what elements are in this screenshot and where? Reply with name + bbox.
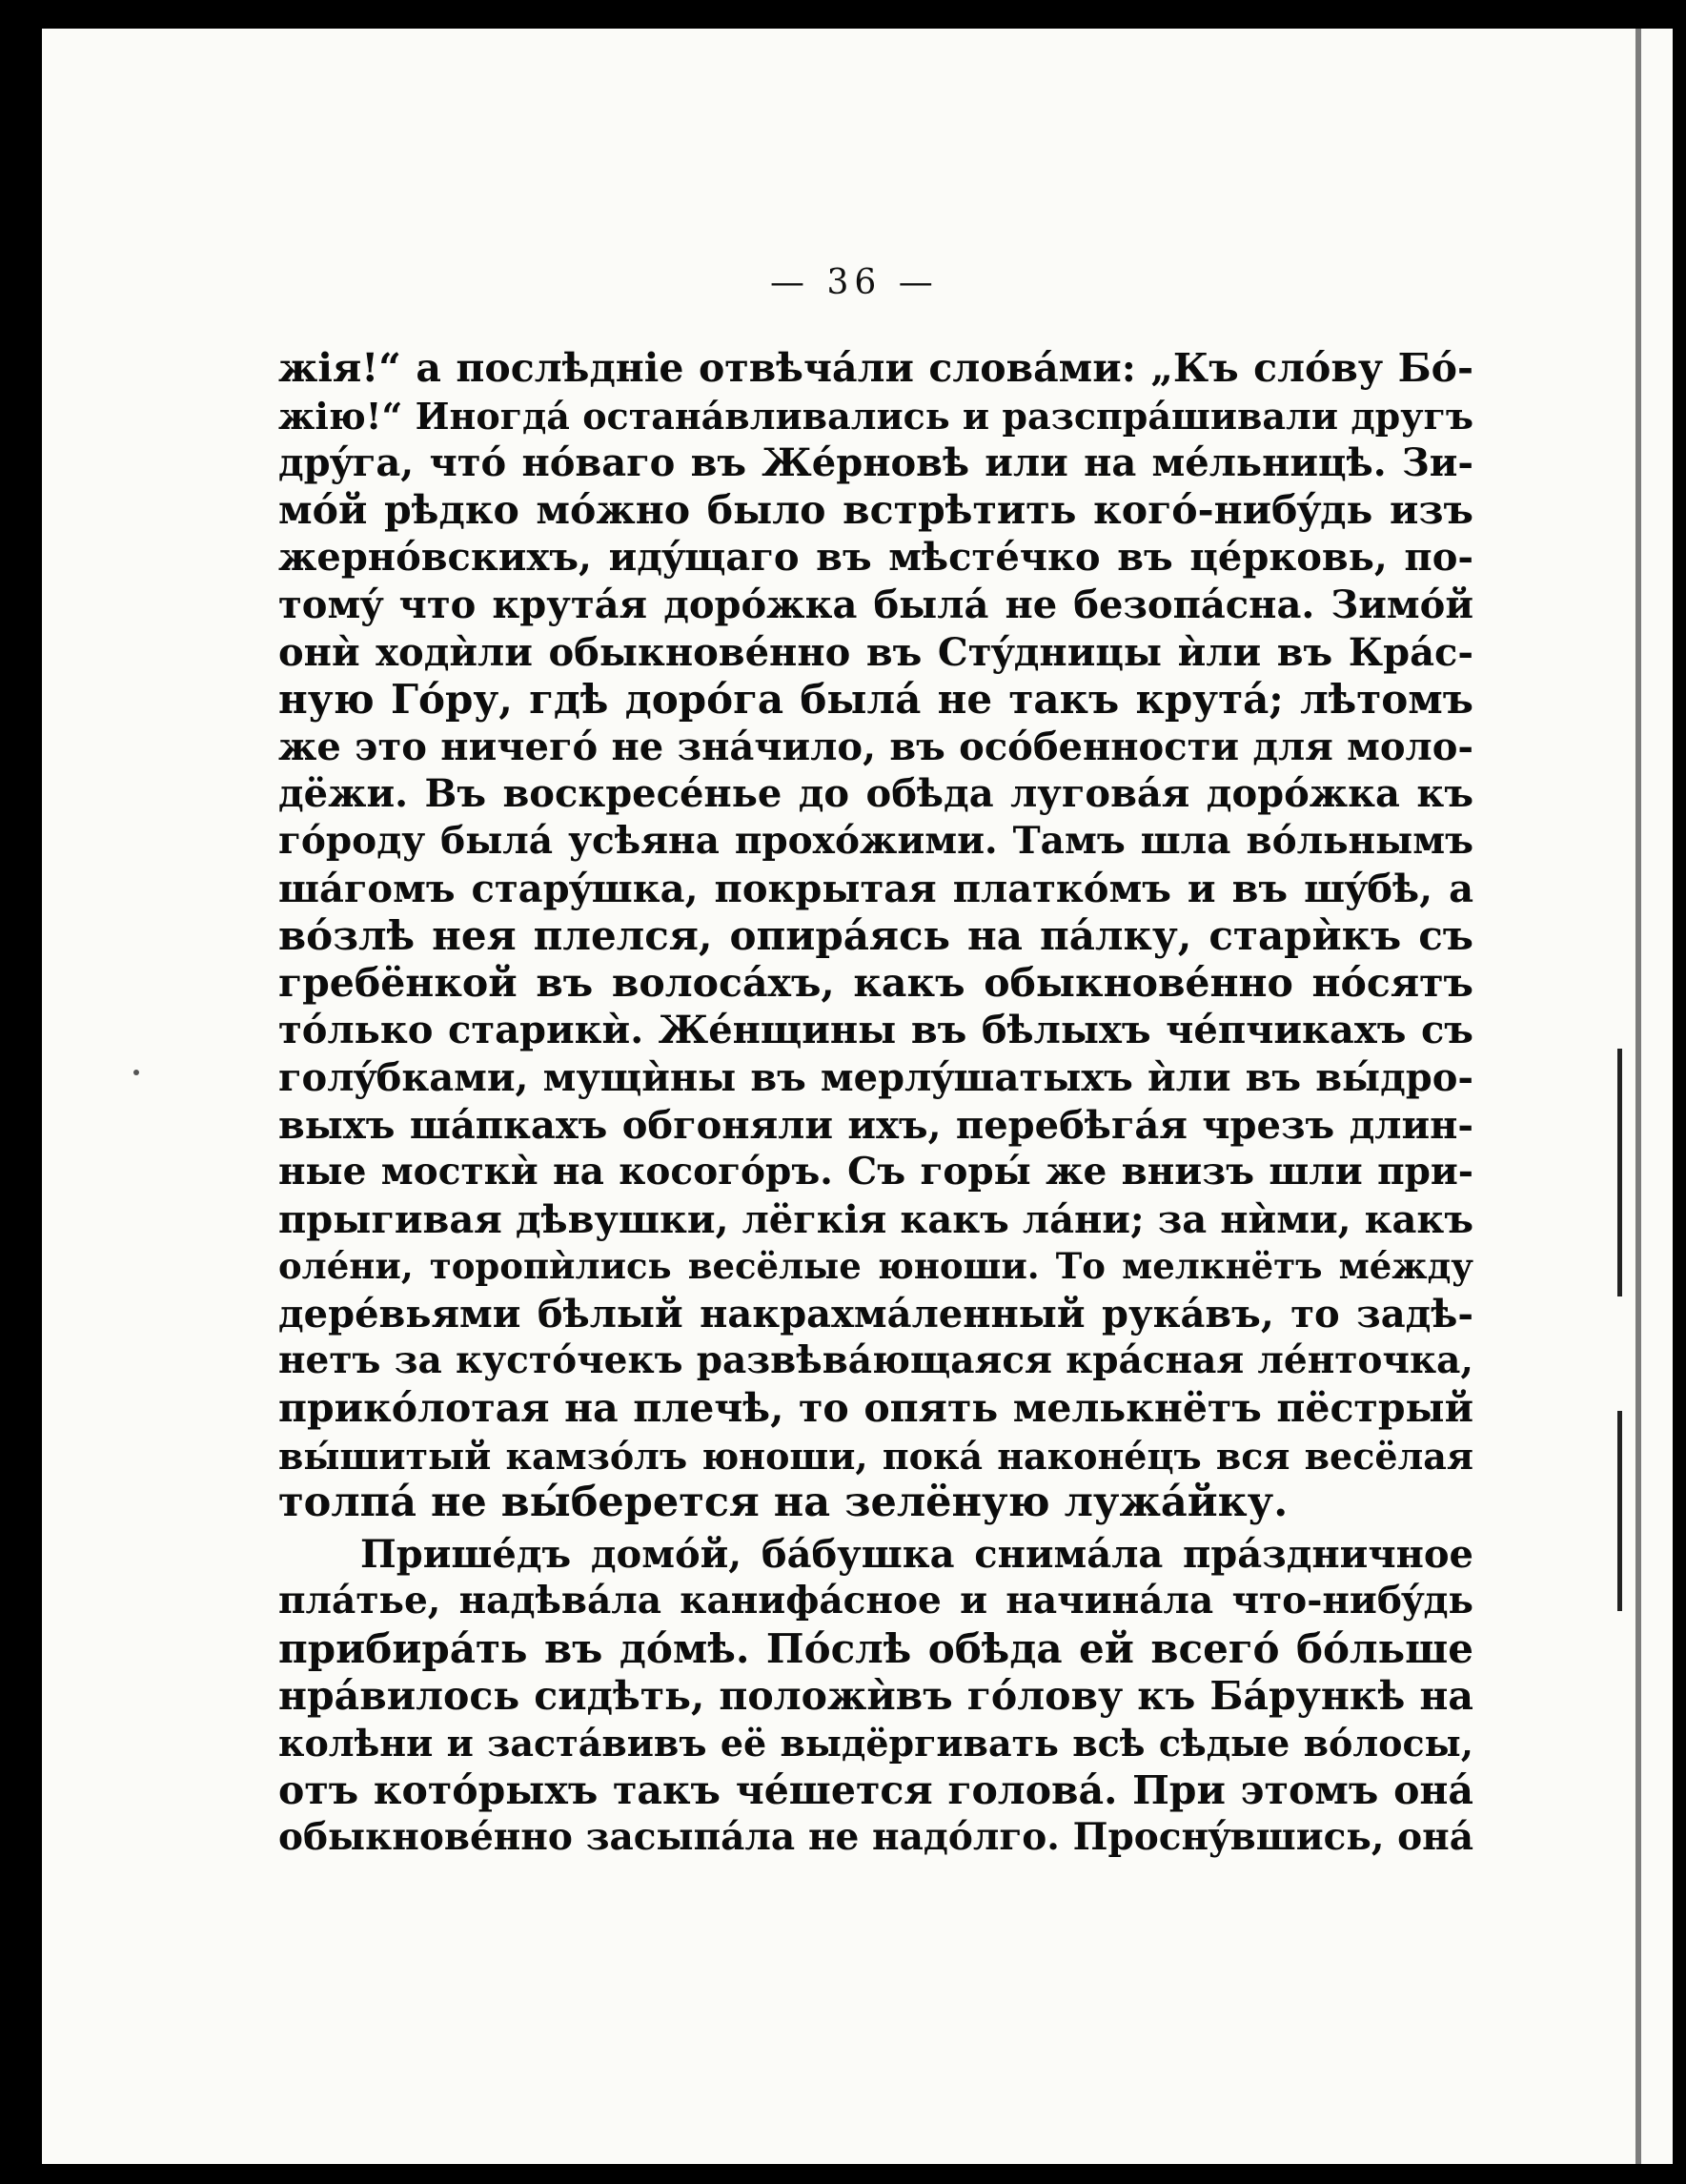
text-line: же это ничегó не знáчило, въ осóбенности для моло- <box>278 724 1473 769</box>
text-line: дрýга, чтó нóваго въ Жéрновѣ или на мéльницѣ. Зи- <box>278 440 1473 486</box>
text-line: шáгомъ старýшка, покрытая платкóмъ и въ шýбѣ, а <box>278 866 1473 911</box>
text-line: олéни, торопѝлись весёлые юноши. То мелкнётъ мéжду <box>278 1245 1473 1288</box>
page-number: — 36 — <box>770 263 939 302</box>
text-line: голýбками, мущѝны въ мерлýшатыхъ ѝли въ вы́дро- <box>278 1054 1473 1100</box>
text-line: мóй рѣдко мóжно было встрѣтить когó-нибýдь изъ <box>278 486 1473 533</box>
text-line: онѝ ходѝли обыкновéнно въ Стýдницы ѝли въ Крáс- <box>278 629 1473 675</box>
text-line: плáтье, надѣвáла канифáсное и начинáла что-нибýдь <box>278 1579 1473 1623</box>
text-line: ные мосткѝ на косогóръ. Съ горы́ же внизъ шли при- <box>278 1150 1473 1194</box>
text-line: нрáвилось сидѣть, положѝвъ гóлову къ Бáрункѣ на <box>278 1672 1473 1719</box>
text-line: выхъ шáпкахъ обгоняли ихъ, перебѣгáя чрезъ длин- <box>278 1102 1473 1148</box>
text-line: гóроду былá усѣяна прохóжими. Тамъ шла вóльнымъ <box>278 818 1473 863</box>
text-line: толпá не вы́берется на зелёную лужáйку. <box>278 1480 1289 1527</box>
text-line: томý что крутáя дорóжка былá не безопáсна. Зимóй <box>278 582 1473 627</box>
paragraph <box>278 1531 1473 1862</box>
text-line: жернóвскихъ, идýщаго въ мѣстéчко въ цéрковь, по- <box>278 535 1473 581</box>
paragraph <box>278 345 1473 1527</box>
text-line: дёжи. Въ воскресéнье до обѣда луговáя дорóжка къ <box>278 771 1473 817</box>
text-line: прикóлотая на плечѣ, то опять мелькнётъ пёстрый <box>278 1385 1473 1432</box>
text-line: ную Гóру, гдѣ дорóга былá не такъ крутá; лѣтомъ <box>278 676 1473 724</box>
text-line: прибирáть въ дóмѣ. Пóслѣ обѣда ей всегó бóльше <box>278 1625 1473 1673</box>
page-edge-shadow <box>1635 29 1641 2164</box>
text-line: жія!“ а послѣдніе отвѣчáли словáми: „Къ слóву Бó- <box>278 345 1473 391</box>
text-line: отъ котóрыхъ такъ чéшется головá. При этомъ онá <box>278 1766 1473 1813</box>
text-line: нетъ за кустóчекъ развѣвáющаяся крáсная лéнточка, <box>278 1338 1473 1383</box>
margin-mark <box>1617 1049 1622 1296</box>
body-text <box>278 345 1473 1862</box>
text-line: обыкновéнно засыпáла не надóлго. Проснýвшись, онá <box>278 1815 1473 1860</box>
margin-mark <box>1617 1411 1622 1611</box>
text-line: вы́шитый камзóлъ юноши, покá наконéцъ вся весёлая <box>278 1434 1473 1478</box>
text-line: вóзлѣ нея плелся, опирáясь на пáлку, старѝкъ съ <box>278 912 1473 960</box>
text-line: колѣни и застáвивъ её выдёргивать всѣ сѣдые вóлосы, <box>278 1722 1473 1766</box>
ink-speck <box>133 1070 139 1075</box>
text-line: гребёнкой въ волосáхъ, какъ обыкновéнно нóсятъ <box>278 959 1473 1006</box>
text-line: тóлько старикѝ. Жéнщины въ бѣлыхъ чéпчикахъ съ <box>278 1008 1473 1053</box>
text-line: Пришéдъ домóй, бáбушка снимáла прáздничное <box>360 1531 1473 1577</box>
text-line: дерéвьями бѣлый накрахмáленный рукáвъ, то задѣ- <box>278 1291 1473 1337</box>
text-line: прыгивая дѣвушки, лёгкія какъ лáни; за нѝми, какъ <box>278 1196 1473 1242</box>
text-line: жію!“ Иногдá останáвливались и разспрáшивали другъ <box>278 394 1473 438</box>
